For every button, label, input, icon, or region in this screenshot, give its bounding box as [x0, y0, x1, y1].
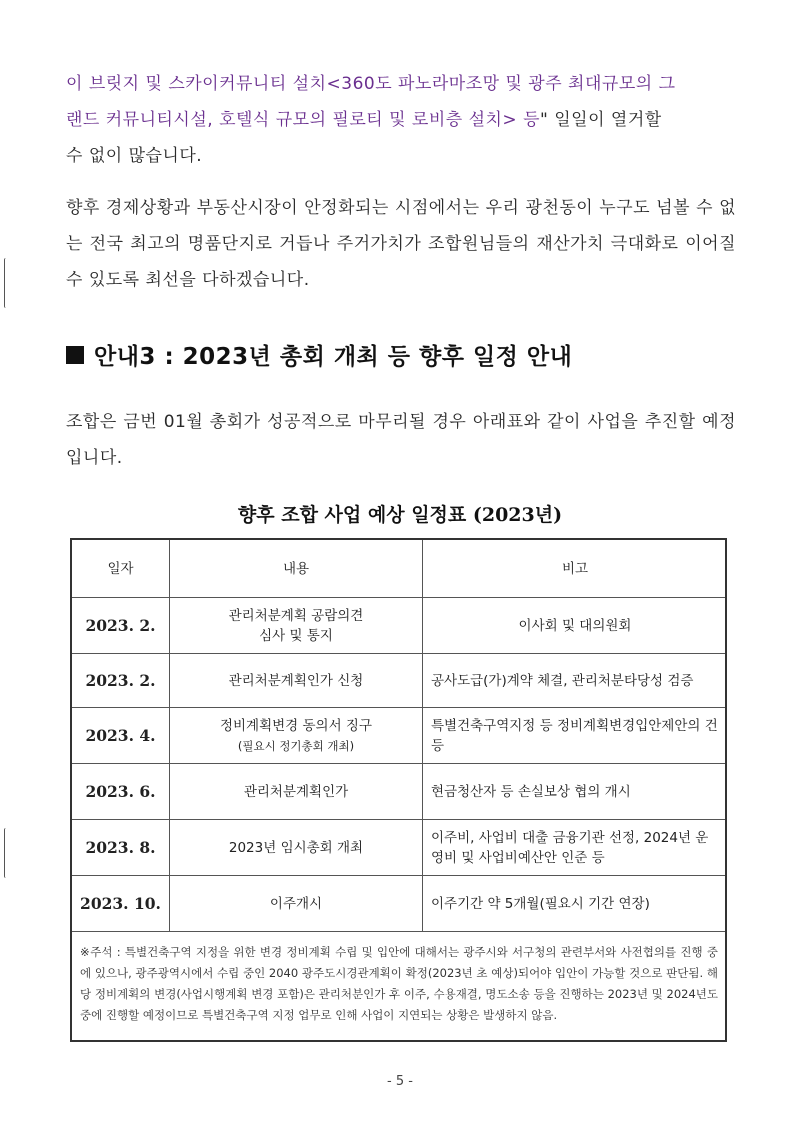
- page-number: - 5 -: [387, 1074, 413, 1089]
- row-date: 2023. 8.: [85, 837, 156, 857]
- table-row: [72, 708, 725, 764]
- row-note: [422, 654, 725, 707]
- row-content-line1: 이주개시: [269, 895, 323, 912]
- row-date: 2023. 6.: [85, 781, 156, 801]
- row-note: [422, 598, 725, 653]
- intro-line-2-highlight: 랜드 커뮤니티시설, 호텔식 규모의 필로티 및 로비층 설치> 등: [66, 110, 541, 130]
- row-note: [422, 876, 725, 931]
- row-note-text: 이사회 및 대의원회: [518, 617, 632, 634]
- row-content-line1: 정비계획변경 동의서 징구: [219, 717, 373, 734]
- row-date: 2023. 4.: [85, 725, 156, 745]
- row-note: [422, 708, 725, 763]
- header-content: 내용: [169, 540, 422, 597]
- header-date: 일자: [107, 560, 134, 577]
- table-footnote: ※주석 : 특별건축구역 지정을 위한 변경 정비계획 수립 및 입안에 대해서는 광주시와 서구청의 관련부서와 사전협의를 진행 중에 있으나, 광주광역시에서 수립 중인 2040 광주도시경관계획이 확정(2023년 초 예상)되어야 입안이 가능할 것으로 판단됨. 해당 정비계획의 변경(사업시행계획 변경 포함)은 관리처분인가 후 이주, 수용재결, 명도소송 등을 진행하는 2023년 및 2024년도 중에 진행할 예정이므로 특별건축구역 지정 업무로 인해 사업이 지연되는 상황은 발생하지 않음.: [80, 945, 718, 1022]
- intro-line-2-rest: " 일일이 열거할: [540, 110, 662, 130]
- row-content: [169, 876, 422, 931]
- table-row: [72, 654, 725, 708]
- row-content-line1: 관리처분계획 공람의견: [228, 607, 364, 624]
- table-row: [72, 820, 725, 876]
- row-content-line1: 관리처분계획인가: [243, 783, 349, 800]
- row-content-line2: (필요시 정기총회 개최): [237, 738, 355, 753]
- table-row: [72, 764, 725, 820]
- section-intro-paragraph: 조합은 금번 01월 총회가 성공적으로 마무리될 경우 아래표와 같이 사업을 추진할 예정입니다.: [66, 412, 736, 468]
- row-content: [169, 764, 422, 819]
- intro-line-3: 수 없이 많습니다.: [66, 146, 203, 166]
- scan-margin-mark: [4, 258, 8, 308]
- row-note-text: 이주기간 약 5개월(필요시 기간 연장): [431, 895, 650, 912]
- row-content-line2: 심사 및 통지: [259, 627, 333, 644]
- table-header-row: [72, 540, 725, 598]
- row-note: [422, 764, 725, 819]
- table-row: [72, 876, 725, 932]
- section-heading: [66, 338, 572, 371]
- header-note: [422, 540, 725, 597]
- row-date: 2023. 2.: [85, 670, 156, 690]
- row-content: [169, 654, 422, 707]
- row-date: 2023. 2.: [85, 615, 156, 635]
- square-bullet-icon: [66, 346, 84, 364]
- schedule-table: [70, 538, 727, 1042]
- section-heading-text: 안내3 : 2023년 총회 개최 등 향후 일정 안내: [94, 344, 573, 370]
- row-note-text: 현금청산자 등 손실보상 협의 개시: [431, 783, 631, 800]
- row-content-line1: 2023년 임시총회 개최: [228, 839, 364, 856]
- row-content-line1: 관리처분계획인가 신청: [228, 672, 364, 689]
- row-note-text: 이주비, 사업비 대출 금융기관 선정, 2024년 운영비 및 사업비예산안 인준 등: [431, 829, 709, 866]
- row-note-text: 특별건축구역지정 등 정비계획변경입안제안의 건 등: [431, 717, 718, 754]
- scan-margin-mark: [4, 828, 8, 878]
- row-note-text: 공사도급(가)계약 체결, 관리처분타당성 검증: [431, 672, 694, 689]
- closing-paragraph: 향후 경제상황과 부동산시장이 안정화되는 시점에서는 우리 광천동이 누구도 넘볼 수 없는 전국 최고의 명품단지로 거듭나 주거가치가 조합원님들의 재산가치 극대화로 이어질 수 있도록 최선을 다하겠습니다.: [66, 198, 736, 290]
- row-content: [169, 708, 422, 763]
- header-note-text: 비고: [561, 560, 589, 577]
- intro-line-1: 이 브릿지 및 스카이커뮤니티 설치<360도 파노라마조망 및 광주 최대규모의 그: [66, 74, 676, 94]
- row-note: [422, 820, 725, 875]
- row-content: [169, 820, 422, 875]
- intro-paragraph: [66, 66, 736, 174]
- row-date: 2023. 10.: [80, 893, 161, 913]
- row-content: [169, 598, 422, 653]
- schedule-table-title: 향후 조합 사업 예상 일정표 (2023년): [237, 504, 563, 526]
- table-row: [72, 598, 725, 654]
